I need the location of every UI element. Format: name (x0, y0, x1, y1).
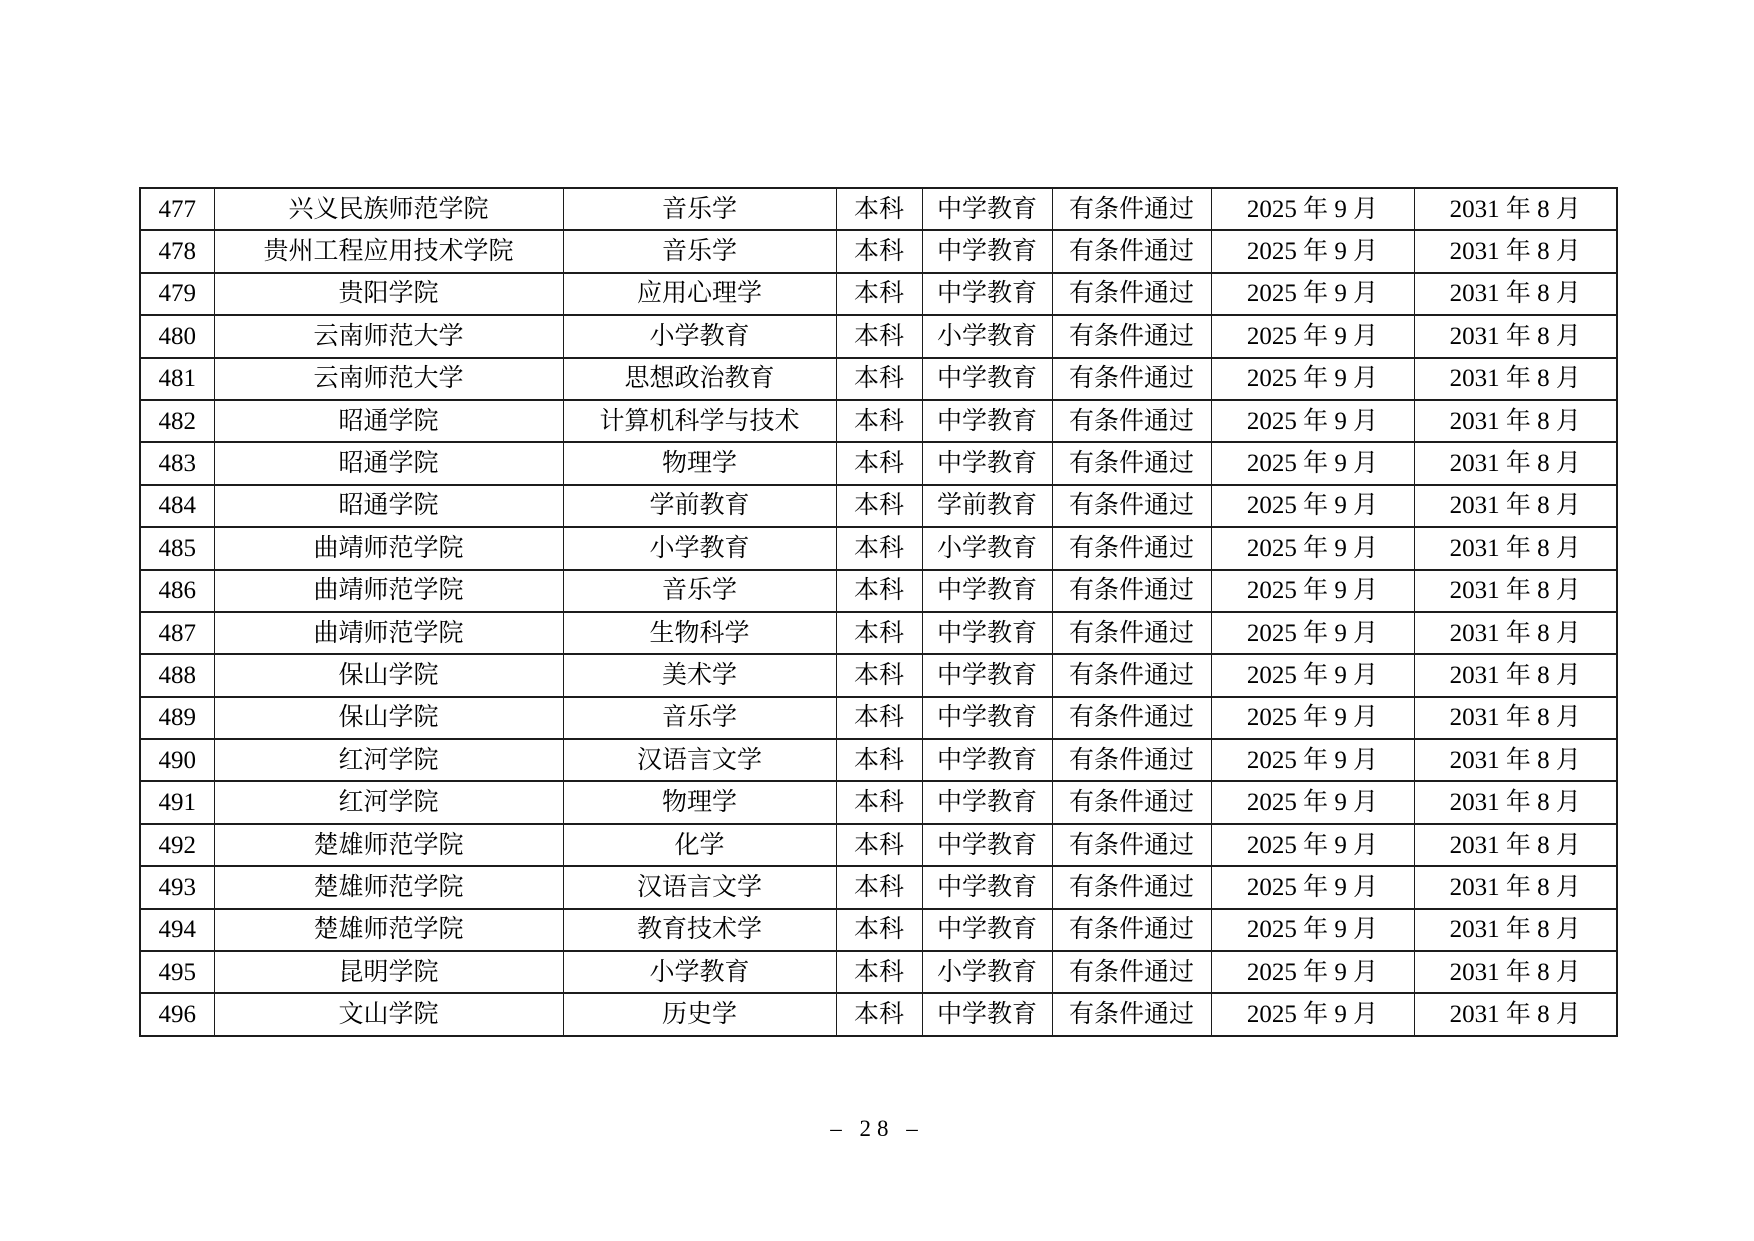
table-row (140, 400, 1617, 442)
cell-institution: 云南师范大学 (214, 358, 563, 400)
cell-status: 有条件通过 (1052, 697, 1211, 739)
cell-level: 本科 (836, 570, 922, 612)
cell-end-date: 2031 年 8 月 (1414, 188, 1617, 230)
cell-no: 477 (140, 188, 214, 230)
cell-level: 本科 (836, 781, 922, 823)
cell-level: 本科 (836, 273, 922, 315)
cell-category: 中学教育 (922, 612, 1052, 654)
cell-start-date: 2025 年 9 月 (1211, 315, 1414, 357)
cell-no: 489 (140, 697, 214, 739)
cell-level: 本科 (836, 485, 922, 527)
cell-no: 495 (140, 951, 214, 993)
cell-category: 中学教育 (922, 697, 1052, 739)
cell-status: 有条件通过 (1052, 993, 1211, 1035)
cell-end-date: 2031 年 8 月 (1414, 358, 1617, 400)
cell-end-date: 2031 年 8 月 (1414, 951, 1617, 993)
cell-institution: 楚雄师范学院 (214, 824, 563, 866)
cell-no: 478 (140, 230, 214, 272)
cell-major: 音乐学 (563, 188, 836, 230)
cell-no: 490 (140, 739, 214, 781)
cell-level: 本科 (836, 400, 922, 442)
cell-level: 本科 (836, 824, 922, 866)
table-row (140, 358, 1617, 400)
cell-no: 481 (140, 358, 214, 400)
cell-start-date: 2025 年 9 月 (1211, 358, 1414, 400)
cell-no: 496 (140, 993, 214, 1035)
cell-level: 本科 (836, 993, 922, 1035)
table-row (140, 697, 1617, 739)
cell-status: 有条件通过 (1052, 866, 1211, 908)
cell-start-date: 2025 年 9 月 (1211, 273, 1414, 315)
cell-institution: 保山学院 (214, 697, 563, 739)
cell-no: 479 (140, 273, 214, 315)
cell-major: 汉语言文学 (563, 739, 836, 781)
cell-end-date: 2031 年 8 月 (1414, 824, 1617, 866)
table-row (140, 485, 1617, 527)
cell-no: 484 (140, 485, 214, 527)
cell-level: 本科 (836, 230, 922, 272)
table-row (140, 951, 1617, 993)
cell-end-date: 2031 年 8 月 (1414, 654, 1617, 696)
cell-no: 491 (140, 781, 214, 823)
cell-institution: 曲靖师范学院 (214, 612, 563, 654)
cell-institution: 保山学院 (214, 654, 563, 696)
cell-category: 中学教育 (922, 909, 1052, 951)
cell-major: 音乐学 (563, 230, 836, 272)
cell-institution: 贵阳学院 (214, 273, 563, 315)
cell-start-date: 2025 年 9 月 (1211, 230, 1414, 272)
cell-status: 有条件通过 (1052, 824, 1211, 866)
cell-major: 历史学 (563, 993, 836, 1035)
cell-start-date: 2025 年 9 月 (1211, 866, 1414, 908)
cell-institution: 昆明学院 (214, 951, 563, 993)
cell-start-date: 2025 年 9 月 (1211, 188, 1414, 230)
cell-start-date: 2025 年 9 月 (1211, 570, 1414, 612)
cell-category: 小学教育 (922, 315, 1052, 357)
cell-start-date: 2025 年 9 月 (1211, 951, 1414, 993)
cell-category: 小学教育 (922, 527, 1052, 569)
cell-status: 有条件通过 (1052, 781, 1211, 823)
page-footer (0, 1116, 1754, 1142)
cell-institution: 昭通学院 (214, 400, 563, 442)
cell-end-date: 2031 年 8 月 (1414, 442, 1617, 484)
table-row (140, 230, 1617, 272)
cell-level: 本科 (836, 612, 922, 654)
cell-major: 应用心理学 (563, 273, 836, 315)
cell-major: 美术学 (563, 654, 836, 696)
cell-category: 中学教育 (922, 993, 1052, 1035)
cell-end-date: 2031 年 8 月 (1414, 739, 1617, 781)
cell-level: 本科 (836, 866, 922, 908)
table-row (140, 866, 1617, 908)
page-number: – 28 – (830, 1116, 924, 1141)
table-row (140, 527, 1617, 569)
cell-end-date: 2031 年 8 月 (1414, 527, 1617, 569)
cell-institution: 昭通学院 (214, 485, 563, 527)
cell-start-date: 2025 年 9 月 (1211, 527, 1414, 569)
cell-start-date: 2025 年 9 月 (1211, 993, 1414, 1035)
cell-status: 有条件通过 (1052, 315, 1211, 357)
cell-major: 化学 (563, 824, 836, 866)
table-row (140, 824, 1617, 866)
table-row (140, 654, 1617, 696)
table-row (140, 612, 1617, 654)
cell-major: 音乐学 (563, 697, 836, 739)
cell-status: 有条件通过 (1052, 909, 1211, 951)
cell-level: 本科 (836, 654, 922, 696)
cell-end-date: 2031 年 8 月 (1414, 485, 1617, 527)
table-row (140, 739, 1617, 781)
cell-category: 中学教育 (922, 824, 1052, 866)
cell-major: 教育技术学 (563, 909, 836, 951)
cell-category: 中学教育 (922, 866, 1052, 908)
accreditation-table (139, 187, 1618, 1037)
cell-status: 有条件通过 (1052, 612, 1211, 654)
cell-start-date: 2025 年 9 月 (1211, 824, 1414, 866)
cell-no: 483 (140, 442, 214, 484)
cell-institution: 楚雄师范学院 (214, 866, 563, 908)
cell-major: 学前教育 (563, 485, 836, 527)
cell-category: 中学教育 (922, 188, 1052, 230)
cell-end-date: 2031 年 8 月 (1414, 230, 1617, 272)
cell-major: 计算机科学与技术 (563, 400, 836, 442)
cell-institution: 曲靖师范学院 (214, 570, 563, 612)
cell-category: 中学教育 (922, 358, 1052, 400)
cell-major: 小学教育 (563, 527, 836, 569)
cell-start-date: 2025 年 9 月 (1211, 697, 1414, 739)
cell-status: 有条件通过 (1052, 654, 1211, 696)
cell-category: 中学教育 (922, 654, 1052, 696)
cell-start-date: 2025 年 9 月 (1211, 612, 1414, 654)
cell-no: 485 (140, 527, 214, 569)
table-row (140, 273, 1617, 315)
cell-no: 494 (140, 909, 214, 951)
cell-level: 本科 (836, 188, 922, 230)
cell-no: 482 (140, 400, 214, 442)
cell-start-date: 2025 年 9 月 (1211, 442, 1414, 484)
table-row (140, 570, 1617, 612)
cell-institution: 文山学院 (214, 993, 563, 1035)
table-row (140, 993, 1617, 1035)
cell-institution: 兴义民族师范学院 (214, 188, 563, 230)
cell-end-date: 2031 年 8 月 (1414, 697, 1617, 739)
cell-institution: 红河学院 (214, 739, 563, 781)
cell-start-date: 2025 年 9 月 (1211, 485, 1414, 527)
cell-major: 音乐学 (563, 570, 836, 612)
cell-status: 有条件通过 (1052, 739, 1211, 781)
cell-no: 480 (140, 315, 214, 357)
cell-status: 有条件通过 (1052, 400, 1211, 442)
cell-category: 中学教育 (922, 781, 1052, 823)
cell-end-date: 2031 年 8 月 (1414, 315, 1617, 357)
cell-no: 492 (140, 824, 214, 866)
cell-category: 中学教育 (922, 442, 1052, 484)
cell-status: 有条件通过 (1052, 442, 1211, 484)
cell-end-date: 2031 年 8 月 (1414, 400, 1617, 442)
cell-category: 中学教育 (922, 273, 1052, 315)
cell-status: 有条件通过 (1052, 188, 1211, 230)
cell-status: 有条件通过 (1052, 358, 1211, 400)
table-row (140, 188, 1617, 230)
cell-major: 小学教育 (563, 315, 836, 357)
cell-major: 物理学 (563, 781, 836, 823)
cell-category: 学前教育 (922, 485, 1052, 527)
cell-status: 有条件通过 (1052, 570, 1211, 612)
cell-no: 488 (140, 654, 214, 696)
table-row (140, 909, 1617, 951)
cell-no: 486 (140, 570, 214, 612)
cell-level: 本科 (836, 739, 922, 781)
cell-end-date: 2031 年 8 月 (1414, 273, 1617, 315)
table-row (140, 781, 1617, 823)
cell-institution: 云南师范大学 (214, 315, 563, 357)
cell-institution: 昭通学院 (214, 442, 563, 484)
cell-category: 小学教育 (922, 951, 1052, 993)
cell-level: 本科 (836, 527, 922, 569)
cell-end-date: 2031 年 8 月 (1414, 781, 1617, 823)
cell-start-date: 2025 年 9 月 (1211, 654, 1414, 696)
cell-category: 中学教育 (922, 230, 1052, 272)
cell-level: 本科 (836, 951, 922, 993)
cell-status: 有条件通过 (1052, 273, 1211, 315)
cell-status: 有条件通过 (1052, 230, 1211, 272)
cell-level: 本科 (836, 909, 922, 951)
cell-end-date: 2031 年 8 月 (1414, 866, 1617, 908)
cell-major: 汉语言文学 (563, 866, 836, 908)
table-row (140, 442, 1617, 484)
cell-level: 本科 (836, 358, 922, 400)
cell-status: 有条件通过 (1052, 951, 1211, 993)
cell-status: 有条件通过 (1052, 527, 1211, 569)
cell-major: 思想政治教育 (563, 358, 836, 400)
cell-start-date: 2025 年 9 月 (1211, 909, 1414, 951)
cell-no: 487 (140, 612, 214, 654)
cell-end-date: 2031 年 8 月 (1414, 993, 1617, 1035)
cell-level: 本科 (836, 442, 922, 484)
cell-major: 生物科学 (563, 612, 836, 654)
cell-status: 有条件通过 (1052, 485, 1211, 527)
cell-institution: 贵州工程应用技术学院 (214, 230, 563, 272)
cell-start-date: 2025 年 9 月 (1211, 400, 1414, 442)
cell-institution: 楚雄师范学院 (214, 909, 563, 951)
cell-end-date: 2031 年 8 月 (1414, 570, 1617, 612)
cell-category: 中学教育 (922, 400, 1052, 442)
cell-start-date: 2025 年 9 月 (1211, 781, 1414, 823)
table-body (140, 188, 1617, 1036)
cell-category: 中学教育 (922, 570, 1052, 612)
cell-start-date: 2025 年 9 月 (1211, 739, 1414, 781)
cell-end-date: 2031 年 8 月 (1414, 909, 1617, 951)
cell-major: 小学教育 (563, 951, 836, 993)
cell-level: 本科 (836, 315, 922, 357)
cell-end-date: 2031 年 8 月 (1414, 612, 1617, 654)
cell-category: 中学教育 (922, 739, 1052, 781)
cell-institution: 曲靖师范学院 (214, 527, 563, 569)
table-row (140, 315, 1617, 357)
cell-no: 493 (140, 866, 214, 908)
cell-major: 物理学 (563, 442, 836, 484)
cell-level: 本科 (836, 697, 922, 739)
cell-institution: 红河学院 (214, 781, 563, 823)
